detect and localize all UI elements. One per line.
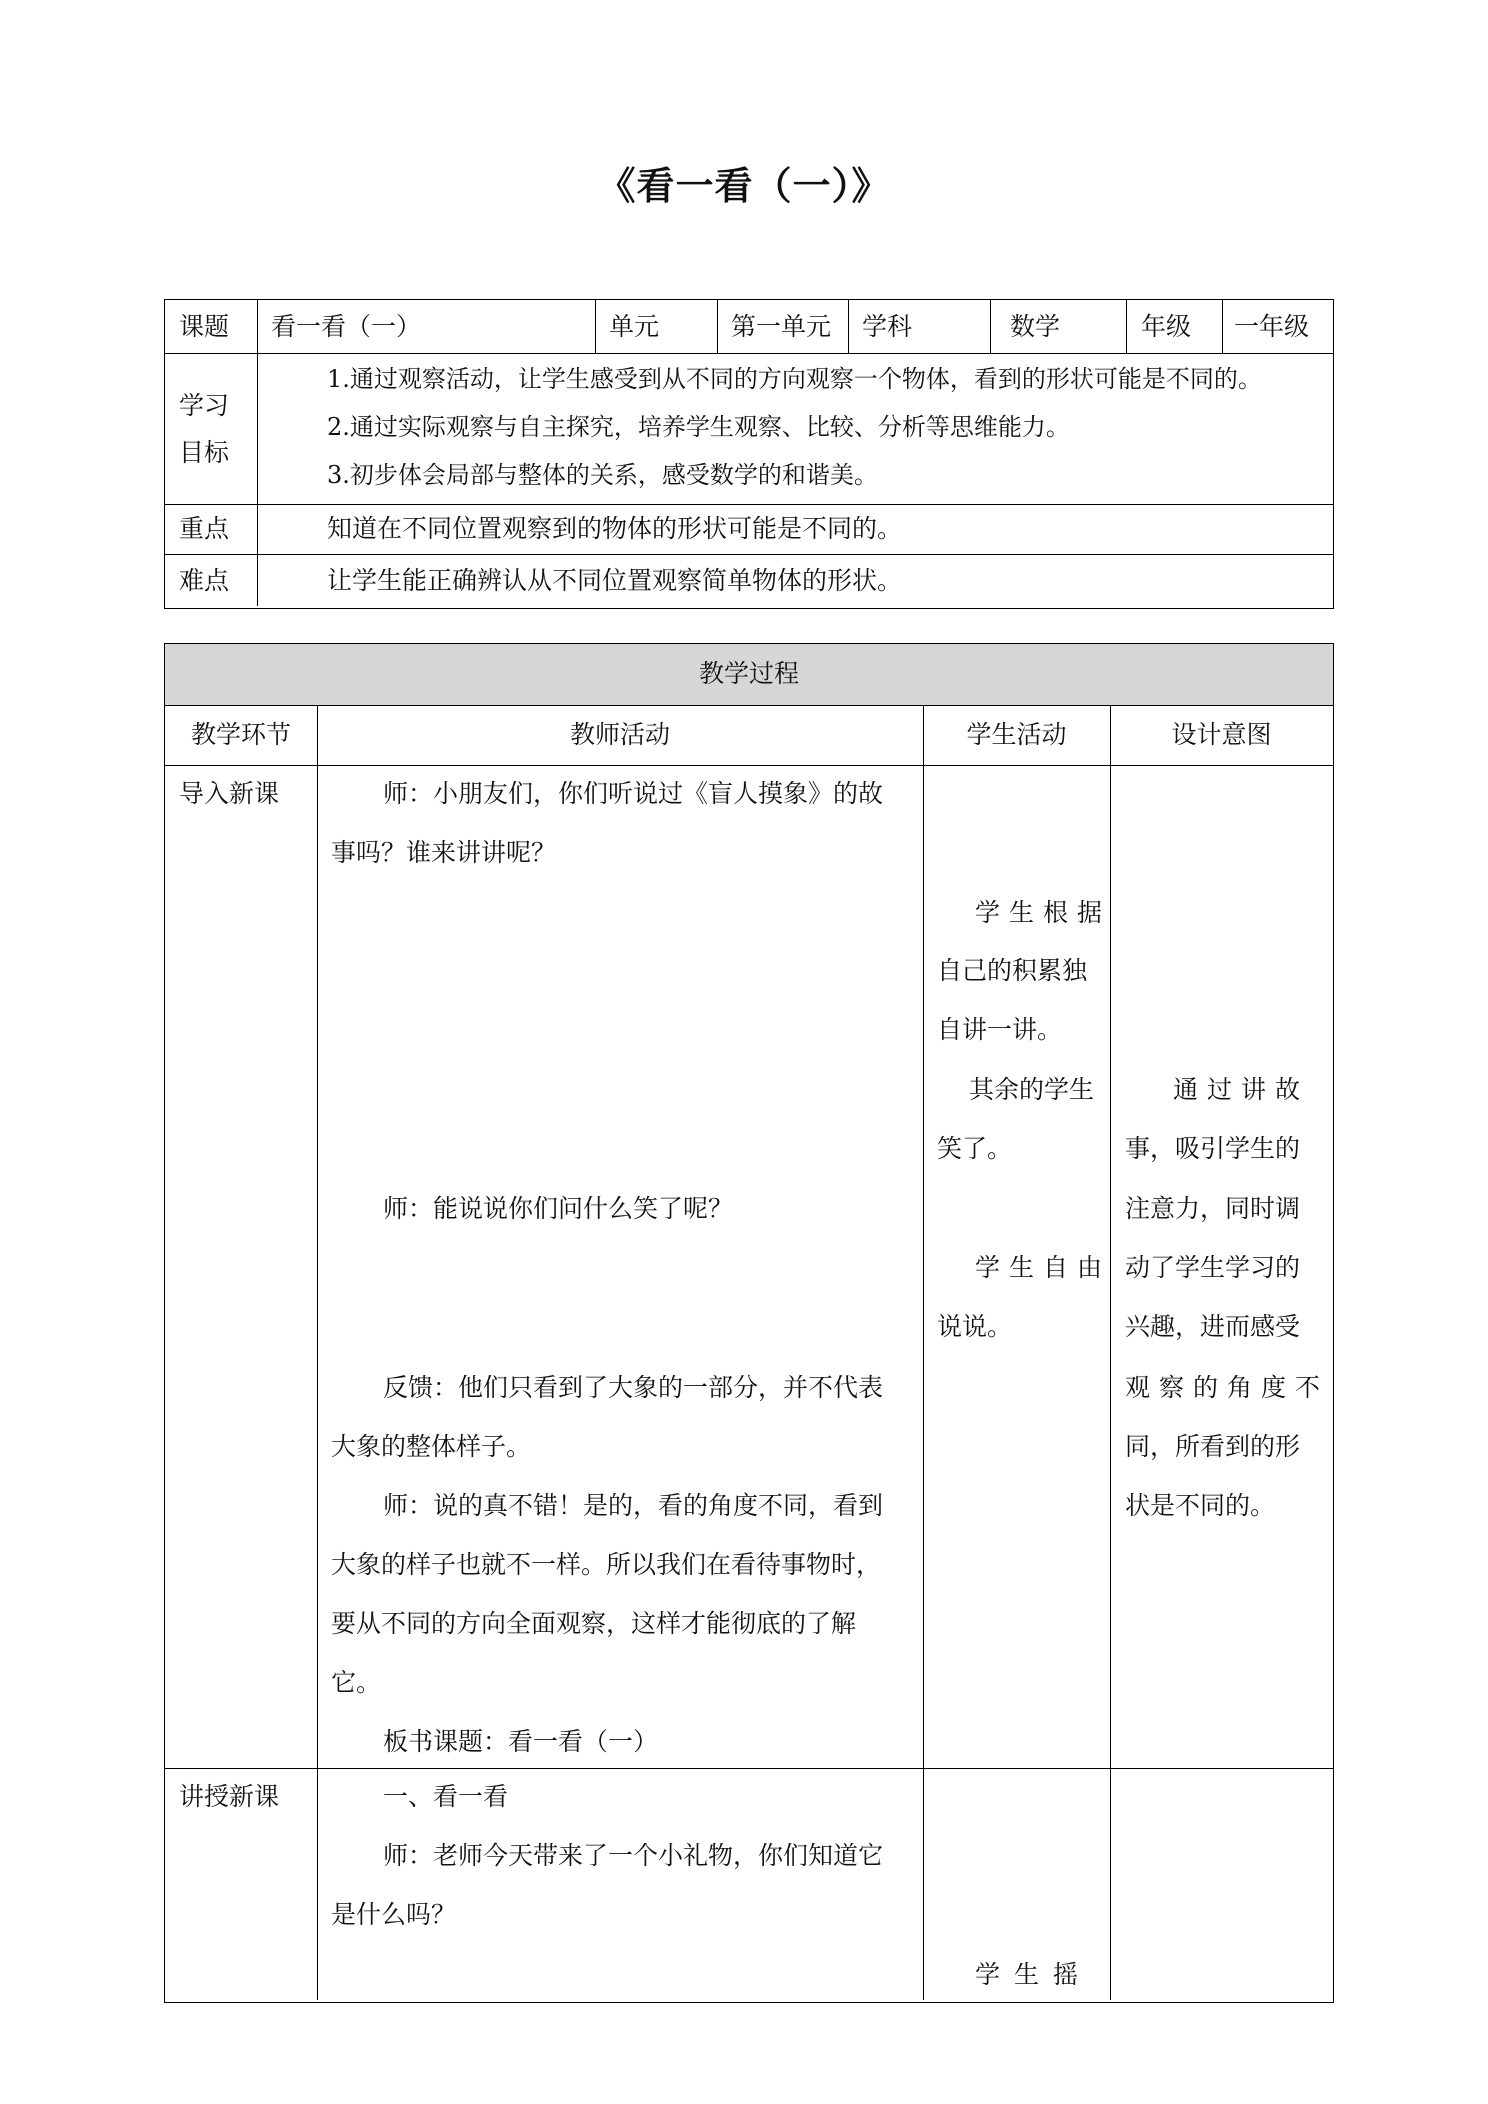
subject-label: 学科	[862, 312, 913, 341]
column-header: 教师活动	[569, 720, 670, 749]
page-title: 《看一看（一）》	[597, 163, 891, 208]
teacher-text: 板书课题：看一看（一）	[383, 1727, 659, 1756]
teacher-text: 师：说的真不错！是的，看的角度不同，看到	[383, 1491, 884, 1520]
intent-text: 状是不同的。	[1125, 1491, 1276, 1520]
grade-label: 年级	[1141, 312, 1192, 341]
topic-label: 课题	[179, 312, 230, 341]
difficulty-value: 让学生能正确辨认从不同位置观察简单物体的形状。	[327, 566, 903, 595]
goals-label: 目标	[179, 438, 230, 467]
student-text: 学生摇	[975, 1960, 1093, 1989]
info-table	[164, 299, 1334, 609]
teacher-text: 是什么吗？	[331, 1900, 457, 1929]
teacher-text: 大象的样子也就不一样。所以我们在看待事物时，	[331, 1550, 882, 1579]
row-divider	[165, 504, 1333, 505]
student-text: 自讲一讲。	[937, 1015, 1063, 1044]
row-divider	[165, 554, 1333, 555]
col-divider	[1222, 300, 1223, 353]
student-text: 学生自由	[975, 1253, 1112, 1282]
intent-text: 兴趣，进而感受	[1125, 1312, 1301, 1341]
teacher-text: 它。	[331, 1668, 382, 1697]
stage-label: 导入新课	[179, 779, 280, 808]
intent-text: 观察的角度不	[1125, 1373, 1330, 1402]
col-divider	[923, 705, 924, 2000]
process-table	[164, 643, 1334, 2003]
column-header: 教学环节	[190, 720, 291, 749]
student-text: 说说。	[937, 1312, 1013, 1341]
topic-value: 看一看（一）	[271, 312, 422, 341]
row-divider	[165, 353, 1333, 354]
grade-value: 一年级	[1234, 312, 1310, 341]
teacher-text: 大象的整体样子。	[331, 1432, 532, 1461]
process-header: 教学过程	[698, 659, 799, 688]
col-divider	[848, 300, 849, 353]
key-label: 重点	[179, 514, 230, 543]
teacher-text: 反馈：他们只看到了大象的一部分，并不代表	[383, 1373, 884, 1402]
student-text: 其余的学生	[969, 1075, 1095, 1104]
col-divider	[257, 300, 258, 606]
student-text: 笑了。	[937, 1134, 1013, 1163]
teacher-text: 师：小朋友们，你们听说过《盲人摸象》的故	[383, 779, 884, 808]
unit-label: 单元	[609, 312, 660, 341]
student-text: 自己的积累独	[937, 956, 1088, 985]
goal-item: 2.通过实际观察与自主探究，培养学生观察、比较、分析等思维能力。	[327, 413, 1070, 441]
unit-value: 第一单元	[731, 312, 832, 341]
key-value: 知道在不同位置观察到的物体的形状可能是不同的。	[327, 514, 903, 543]
intent-text: 事，吸引学生的	[1125, 1134, 1301, 1163]
teacher-text: 要从不同的方向全面观察，这样才能彻底的了解	[331, 1609, 857, 1638]
column-header: 学生活动	[966, 720, 1067, 749]
col-divider	[317, 705, 318, 2000]
col-divider	[990, 300, 991, 353]
row-divider	[165, 765, 1333, 766]
student-text: 学生根据	[975, 898, 1112, 927]
intent-text: 同，所看到的形	[1125, 1432, 1301, 1461]
intent-text: 通过讲故	[1173, 1075, 1310, 1104]
teacher-text: 师：老师今天带来了一个小礼物，你们知道它	[383, 1841, 884, 1870]
col-divider	[595, 300, 596, 353]
teacher-text: 一、看一看	[383, 1782, 509, 1811]
col-divider	[1126, 300, 1127, 353]
stage-label: 讲授新课	[179, 1782, 280, 1811]
row-divider	[165, 1768, 1333, 1769]
goals-label: 学习	[179, 391, 230, 420]
intent-text: 动了学生学习的	[1125, 1253, 1301, 1282]
col-divider	[717, 300, 718, 353]
subject-value: 数学	[1010, 312, 1061, 341]
goal-item: 3.初步体会局部与整体的关系，感受数学的和谐美。	[327, 461, 878, 489]
difficulty-label: 难点	[179, 566, 230, 595]
row-divider	[165, 705, 1333, 706]
column-header: 设计意图	[1171, 720, 1272, 749]
goal-item: 1.通过观察活动，让学生感受到从不同的方向观察一个物体，看到的形状可能是不同的。	[327, 365, 1262, 393]
teacher-text: 师：能说说你们问什么笑了呢？	[383, 1194, 734, 1223]
teacher-text: 事吗？谁来讲讲呢？	[331, 838, 557, 867]
intent-text: 注意力，同时调	[1125, 1194, 1301, 1223]
